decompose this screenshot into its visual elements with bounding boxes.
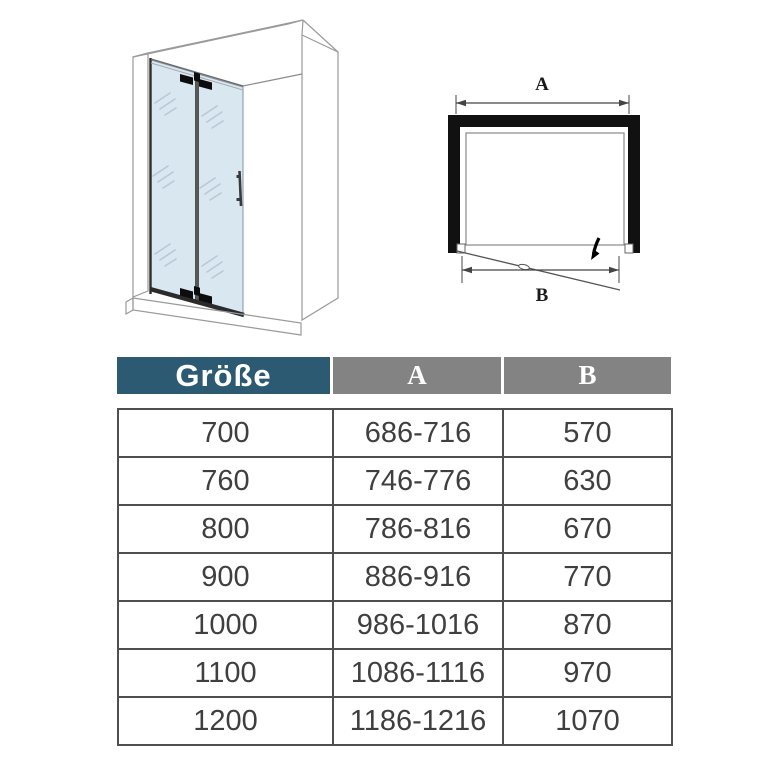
b-cell: 770 bbox=[503, 553, 672, 601]
table-row bbox=[118, 505, 672, 553]
b-cell: 670 bbox=[503, 505, 672, 553]
header-a-cell: A bbox=[333, 357, 501, 394]
size-cell: 900 bbox=[118, 553, 333, 601]
swing-arrowhead-icon bbox=[591, 249, 600, 260]
dimension-b-label: B bbox=[535, 285, 549, 306]
header-b-cell: B bbox=[504, 357, 671, 394]
a-cell: 746-776 bbox=[333, 457, 503, 505]
size-cell: 700 bbox=[118, 409, 333, 457]
frame-left-bar bbox=[448, 115, 460, 253]
size-cell: 760 bbox=[118, 457, 333, 505]
door-swing bbox=[457, 238, 620, 290]
top-support-bar bbox=[243, 74, 302, 86]
header-size-cell: Größe bbox=[117, 357, 330, 394]
size-cell: 1200 bbox=[118, 697, 333, 745]
frame-right-bar bbox=[628, 115, 640, 253]
size-cell: 800 bbox=[118, 505, 333, 553]
table-row bbox=[118, 409, 672, 457]
b-cell: 870 bbox=[503, 601, 672, 649]
dimension-plan-diagram bbox=[438, 68, 668, 313]
a-cell: 786-816 bbox=[333, 505, 503, 553]
size-table-header bbox=[117, 357, 671, 394]
table-row bbox=[118, 601, 672, 649]
a-cell: 1086-1116 bbox=[333, 649, 503, 697]
table-row bbox=[118, 697, 672, 745]
b-cell: 630 bbox=[503, 457, 672, 505]
b-cell: 570 bbox=[503, 409, 672, 457]
b-cell: 1070 bbox=[503, 697, 672, 745]
dimension-a bbox=[456, 74, 629, 114]
dimension-b bbox=[462, 256, 619, 306]
table-row bbox=[118, 553, 672, 601]
door-frame bbox=[448, 115, 640, 253]
a-cell: 986-1016 bbox=[333, 601, 503, 649]
glass-panels bbox=[151, 60, 243, 314]
size-table bbox=[117, 357, 671, 746]
dimension-a-label: A bbox=[535, 74, 549, 95]
size-table-body bbox=[117, 408, 673, 746]
size-cell: 1000 bbox=[118, 601, 333, 649]
bifold-shower-door-illustration bbox=[95, 8, 380, 343]
size-cell: 1100 bbox=[118, 649, 333, 697]
a-cell: 686-716 bbox=[333, 409, 503, 457]
frame-top-bar bbox=[448, 115, 640, 127]
a-cell: 1186-1216 bbox=[333, 697, 503, 745]
glass-panel-outline bbox=[466, 133, 624, 245]
table-row bbox=[118, 457, 672, 505]
table-row bbox=[118, 649, 672, 697]
right-bottom-bracket bbox=[625, 244, 633, 253]
right-wall bbox=[302, 20, 338, 320]
b-cell: 970 bbox=[503, 649, 672, 697]
a-cell: 886-916 bbox=[333, 553, 503, 601]
